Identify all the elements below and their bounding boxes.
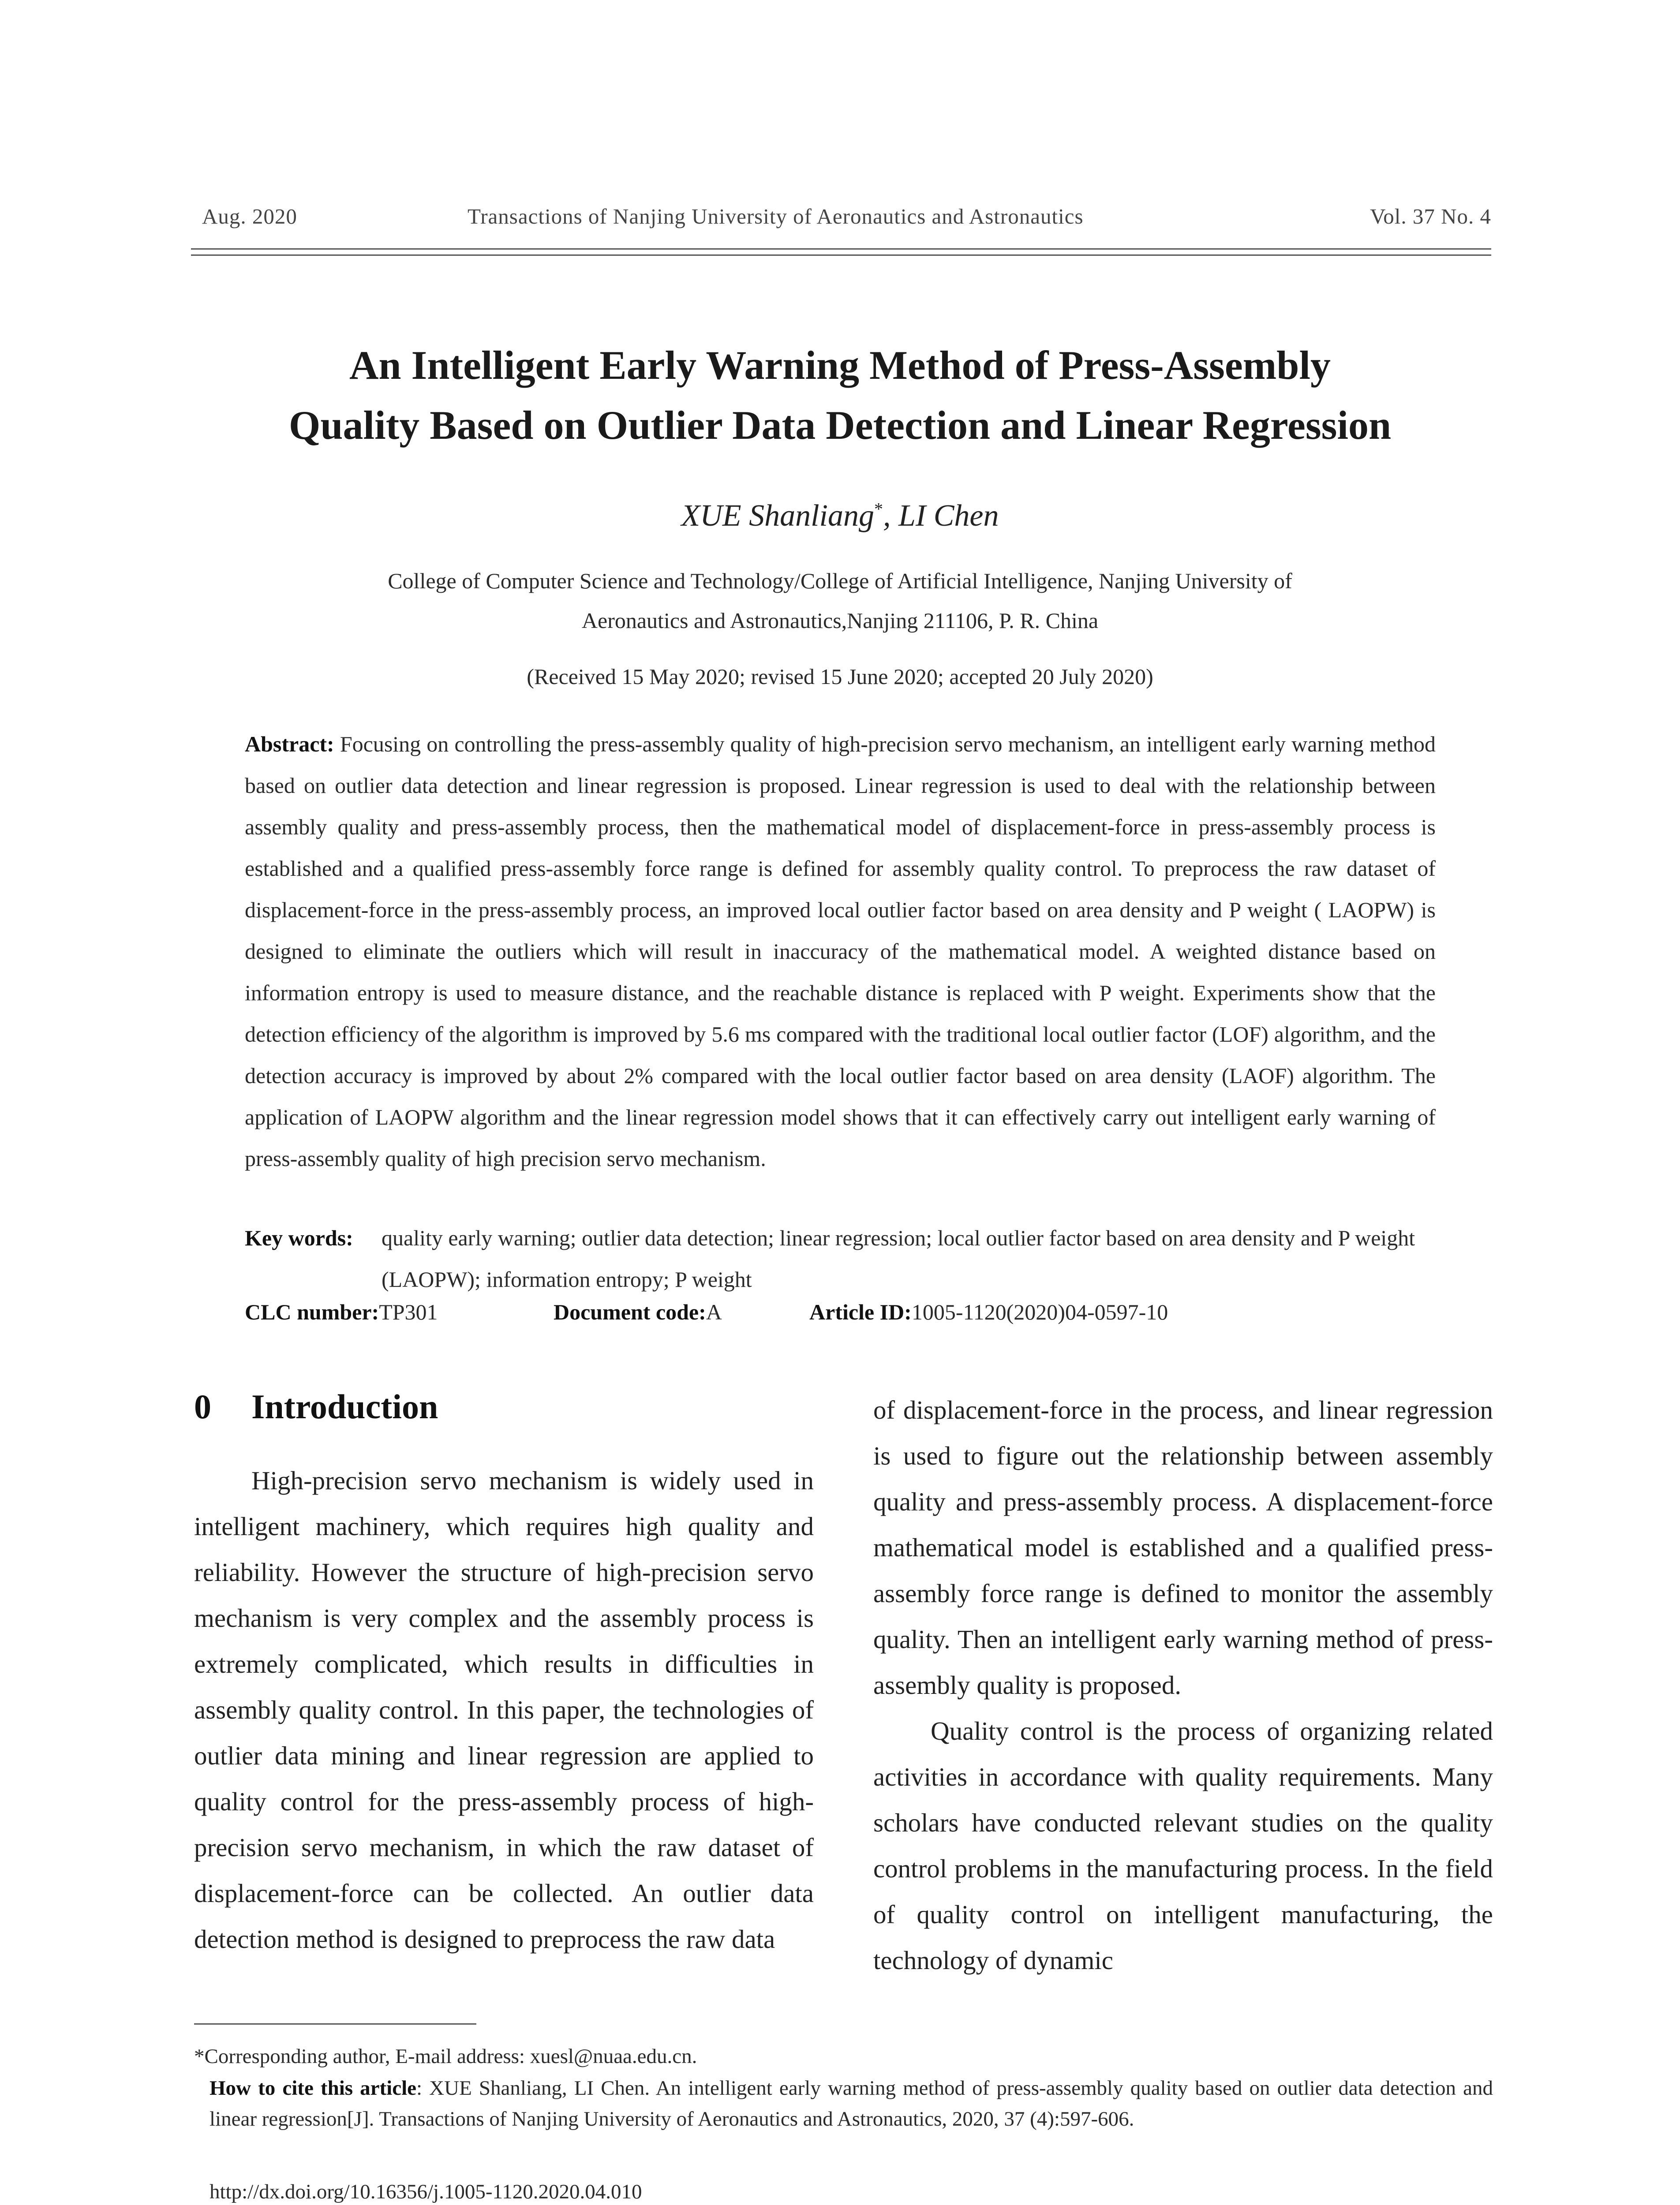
section-title: Introduction	[251, 1387, 438, 1426]
header-rule-bottom	[191, 254, 1491, 256]
corresponding-author-footnote: *Corresponding author, E-mail address: xuesl@nuaa.edu.cn.	[194, 2045, 697, 2068]
intro-paragraph-1: High-precision servo mechanism is widely used in intelligent machinery, which requires high quality and reliability. However the structure of high-precision servo mechanism is very complex and the assembly process is extremely complicated, which results in difficulties in assembly quality control. In this paper, the technologies of outlier data mining and linear regression are applied to quality control for the press-assembly process of high-precision servo mechanism, in which the raw dataset of displacement-force can be collected. An outlier data detection method is designed to preprocess the raw data	[194, 1466, 814, 1954]
classification-ids	[245, 1299, 1168, 1325]
clc-label: CLC number:	[245, 1300, 379, 1324]
paper-title	[132, 335, 1548, 455]
keywords-label: Key words:	[245, 1226, 353, 1250]
abstract-text: Focusing on controlling the press-assembly quality of high-precision servo mechanism, an intelligent early warning method based on outlier data detection and linear regression is proposed. Linear regression is used to deal with the relationship between assembly quality and press-assembly process, then the mathematical model of displacement-force in press-assembly process is established and a qualified press-assembly force range is defined for assembly quality control. To preprocess the raw dataset of displacement-force in the press-assembly process, an improved local outlier factor based on area density and P weight ( LAOPW) is designed to eliminate the outliers which will result in inaccuracy of the mathematical model. A weighted distance based on information entropy is used to measure distance, and the reachable distance is replaced with P weight. Experiments show that the detection efficiency of the algorithm is improved by 5.6 ms compared with the traditional local outlier factor (LOF) algorithm, and the detection accuracy is improved by about 2% compared with the local outlier factor based on area density (LAOF) algorithm. The application of LAOPW algorithm and the linear regression model shows that it can effectively carry out intelligent early warning of press-assembly quality of high precision servo mechanism.	[245, 732, 1436, 1171]
doc-code-value: A	[706, 1300, 722, 1324]
abstract-label: Abstract:	[245, 732, 340, 756]
footnote-rule	[194, 2023, 476, 2025]
abstract	[245, 723, 1436, 1179]
header-volume: Vol. 37 No. 4	[1370, 204, 1491, 228]
intro-paragraph-1-continued: of displacement-force in the process, and linear regression is used to figure out the relationship between assembly quality and press-assembly process. A displacement-force mathematical model is established and a qualified press-assembly force range is defined to monitor the assembly quality. Then an intelligent early warning method of press-assembly quality is proposed.	[873, 1395, 1493, 1700]
author-list	[132, 498, 1548, 534]
header-date: Aug. 2020	[202, 204, 297, 228]
intro-paragraph-2: Quality control is the process of organizing related activities in accordance with quality requirements. Many scholars have conducted relevant studies on the quality control problems in the manufacturing process. In the field of quality control on intelligent manufacturing, the technology of dynamic	[873, 1716, 1493, 1975]
author-2: LI Chen	[898, 499, 999, 533]
doi-link[interactable]: http://dx.doi.org/10.16356/j.1005-1120.2020.04.010	[210, 2180, 642, 2203]
citation-text: : XUE Shanliang, LI Chen. An intelligent early warning method of press-assembly quality based on outlier data detection and linear regression[J]. Transactions of Nanjing University of Aeronautics and Astronautics, 2020, 37 (4):597-606.	[210, 2077, 1493, 2130]
title-line-2: Quality Based on Outlier Data Detection and Linear Regression	[288, 403, 1392, 448]
left-column	[194, 1458, 814, 1962]
affiliation-line-1: College of Computer Science and Technology/College of Artificial Intelligence, Nanjing University of	[388, 568, 1292, 593]
clc-value: TP301	[379, 1300, 438, 1324]
header-rule-top	[191, 248, 1491, 250]
affiliation	[221, 561, 1459, 640]
received-dates: (Received 15 May 2020; revised 15 June 2020; accepted 20 July 2020)	[527, 664, 1153, 689]
article-id	[809, 1299, 1168, 1325]
doc-code-label: Document code:	[554, 1300, 706, 1324]
citation-label: How to cite this article	[210, 2077, 417, 2100]
article-id-label: Article ID:	[809, 1300, 912, 1324]
title-line-1: An Intelligent Early Warning Method of Press-Assembly	[349, 343, 1331, 388]
section-number: 0	[194, 1387, 211, 1426]
author-separator: ,	[883, 499, 898, 533]
clc-number	[245, 1299, 554, 1325]
section-heading	[194, 1387, 438, 1427]
article-id-value: 1005-1120(2020)04-0597-10	[911, 1300, 1168, 1324]
author-1: XUE Shanliang	[681, 499, 874, 533]
header-journal: Transactions of Nanjing University of Aeronautics and Astronautics	[468, 204, 1084, 228]
keywords	[245, 1217, 1436, 1300]
keywords-text: quality early warning; outlier data detection; linear regression; local outlier factor based on area density and P weight (LAOPW); information entropy; P weight	[382, 1226, 1415, 1292]
document-code	[554, 1299, 809, 1325]
citation-footnote	[210, 2073, 1493, 2134]
corresponding-marker: *	[874, 499, 883, 519]
right-column	[873, 1387, 1493, 1983]
affiliation-line-2: Aeronautics and Astronautics,Nanjing 211106, P. R. China	[581, 608, 1099, 633]
